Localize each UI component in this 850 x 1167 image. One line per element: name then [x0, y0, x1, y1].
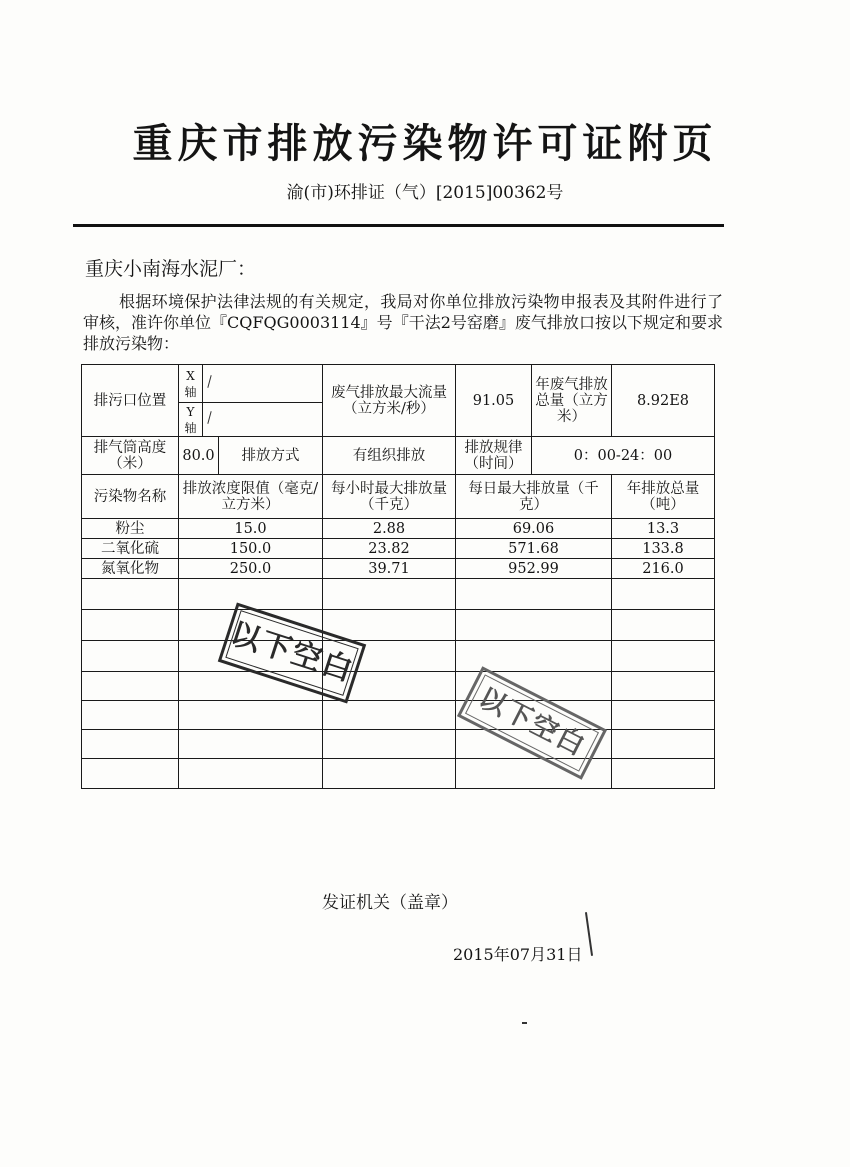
empty-row [82, 610, 715, 641]
table-header-row [82, 475, 715, 519]
table-row [82, 539, 715, 559]
column-header: 年排放总量（吨） [612, 475, 715, 519]
max-flow-value: 91.05 [456, 365, 532, 437]
body-paragraph: 根据环境保护法律法规的有关规定，我局对你单位排放污染物申报表及其附件进行了审核，准许你单位『CQFQG0003114』号『干法2号窑磨』废气排放口按以下规定和要求排放污染物： [83, 292, 723, 353]
y-axis-value [203, 403, 323, 437]
outlet-position-label: 排污口位置 [82, 365, 179, 437]
max-flow-label: 废气排放最大流量（立方米/秒） [323, 365, 456, 437]
stack-height-label: 排气筒高度（米） [82, 437, 179, 475]
table-cell: 952.99 [456, 559, 612, 579]
empty-row [82, 579, 715, 610]
table-cell: 氮氧化物 [82, 559, 179, 579]
scan-mark [522, 1022, 527, 1024]
table-cell: 二氧化硫 [82, 539, 179, 559]
addressee: 重庆小南海水泥厂： [85, 258, 257, 280]
table-cell: 39.71 [323, 559, 456, 579]
column-header: 每日最大排放量（千克） [456, 475, 612, 519]
table-row [82, 437, 715, 475]
table-row [82, 559, 715, 579]
discharge-pattern-value: 0：00-24：00 [532, 437, 715, 475]
annual-total-label: 年废气排放总量（立方米） [532, 365, 612, 437]
discharge-method-value: 有组织排放 [323, 437, 456, 475]
table-cell: 23.82 [323, 539, 456, 559]
column-header: 污染物名称 [82, 475, 179, 519]
table-cell: 15.0 [179, 519, 323, 539]
document-title: 重庆市排放污染物许可证附页 [132, 121, 718, 167]
issue-date: 2015年07月31日 [453, 945, 583, 964]
permit-table [81, 364, 715, 789]
x-axis-value [203, 365, 323, 403]
scan-mark [585, 912, 593, 956]
table-cell: 571.68 [456, 539, 612, 559]
annual-total-value: 8.92E8 [612, 365, 715, 437]
table-cell: 150.0 [179, 539, 323, 559]
column-header: 排放浓度限值（毫克/立方米） [179, 475, 323, 519]
y-axis-label: Y轴 [179, 403, 203, 437]
stack-height-value: 80.0 [179, 437, 219, 475]
table-cell: 粉尘 [82, 519, 179, 539]
table-row [82, 365, 715, 403]
table-cell: 133.8 [612, 539, 715, 559]
table-cell: 250.0 [179, 559, 323, 579]
empty-row [82, 672, 715, 701]
discharge-pattern-label: 排放规律（时间） [456, 437, 532, 475]
column-header: 每小时最大排放量（千克） [323, 475, 456, 519]
empty-row [82, 759, 715, 789]
empty-row [82, 730, 715, 759]
empty-row [82, 641, 715, 672]
discharge-method-label: 排放方式 [219, 437, 323, 475]
table-cell: 2.88 [323, 519, 456, 539]
table-row [82, 519, 715, 539]
table-cell: 13.3 [612, 519, 715, 539]
permit-number: 渝(市)环排证（气）[2015]00362号 [286, 183, 564, 203]
header-divider [73, 224, 724, 227]
empty-row [82, 701, 715, 730]
table-cell: 216.0 [612, 559, 715, 579]
issuing-authority: 发证机关（盖章） [322, 893, 458, 913]
table-cell: 69.06 [456, 519, 612, 539]
blank-below-stamp: 以下空白 [457, 666, 607, 779]
blank-below-stamp: 以下空白 [218, 603, 367, 704]
x-axis-label: X轴 [179, 365, 203, 403]
